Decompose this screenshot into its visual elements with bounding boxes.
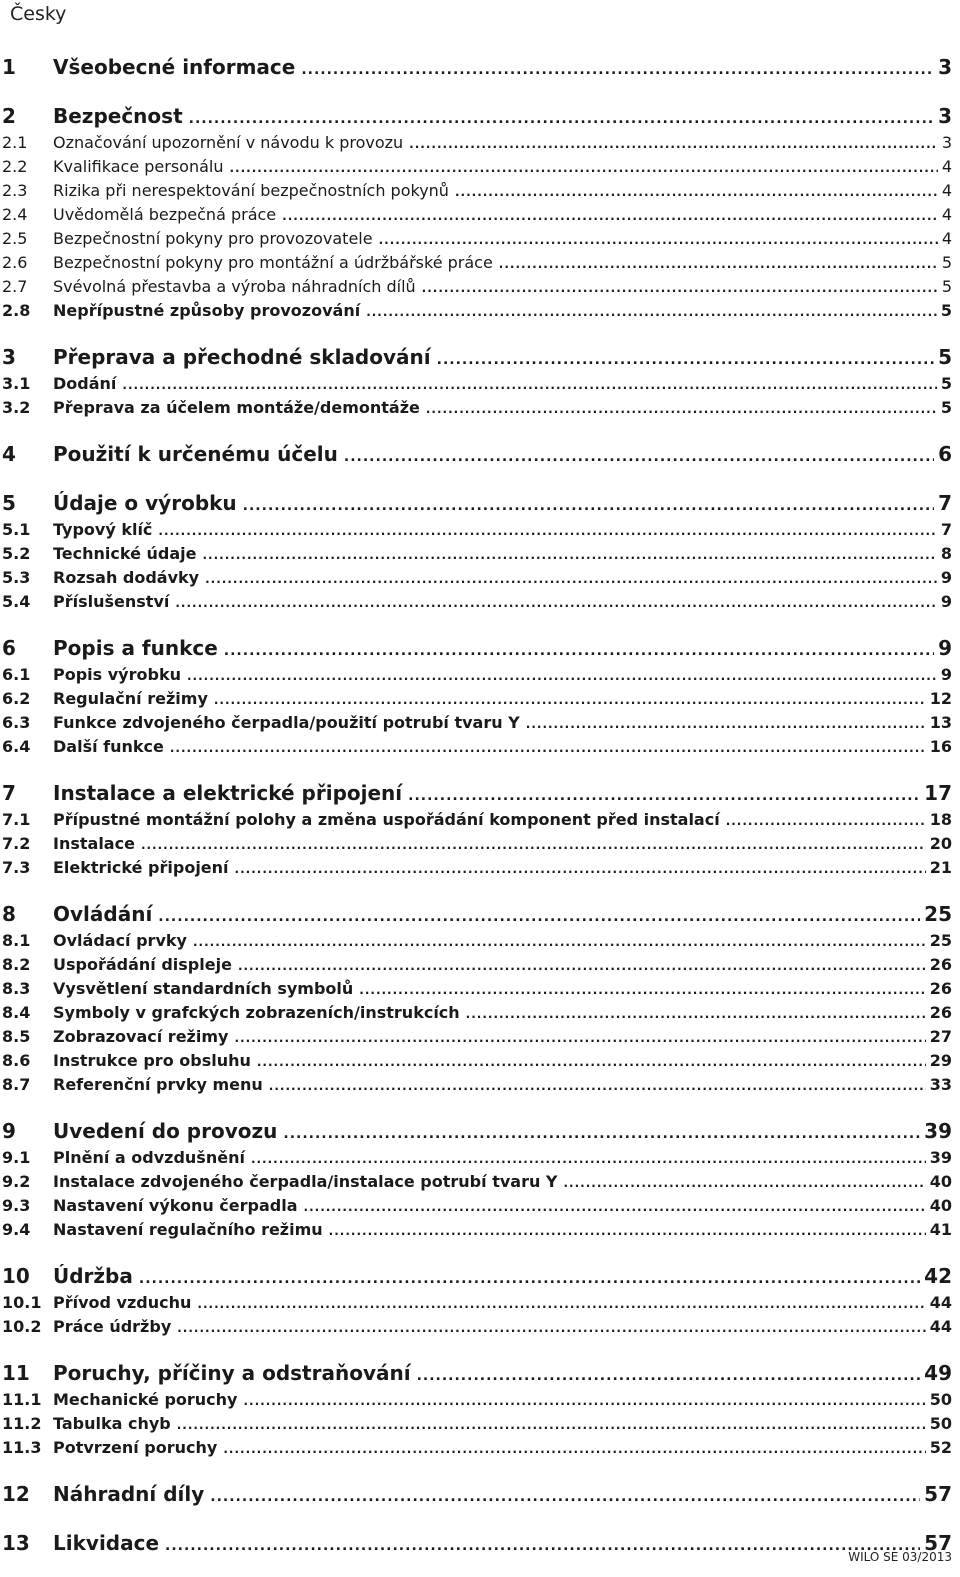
- toc-entry-page: 18: [929, 810, 952, 829]
- toc-subsection[interactable]: [0, 832, 952, 856]
- toc-entry-page: 44: [929, 1293, 952, 1312]
- toc-entry-number: 2.1: [2, 133, 28, 152]
- toc-entry-title: Ovládací prvky: [53, 931, 187, 950]
- toc-subsection[interactable]: [0, 590, 952, 614]
- toc-entry-number: 7.1: [2, 810, 31, 829]
- toc-entry-title: Poruchy, příčiny a odstraňování: [53, 1361, 411, 1385]
- toc-entry-number: 7: [2, 781, 16, 805]
- toc-entry-title: Nastavení výkonu čerpadla: [53, 1196, 298, 1215]
- toc-entry-title: Vysvětlení standardních symbolů: [53, 979, 354, 998]
- toc-chapter[interactable]: [0, 1116, 952, 1146]
- toc-entry-title: Typový klíč: [53, 520, 153, 539]
- toc-entry-page: 33: [929, 1075, 952, 1094]
- toc-section: [0, 101, 952, 323]
- toc-entry-title: Uspořádání displeje: [53, 955, 232, 974]
- dot-leader: [170, 736, 926, 760]
- dot-leader: [344, 442, 934, 472]
- toc-subsection[interactable]: [0, 1025, 952, 1049]
- toc-entry-number: 6.1: [2, 665, 31, 684]
- toc-entry-number: 5: [2, 491, 16, 515]
- toc-entry-title: Další funkce: [53, 737, 164, 756]
- toc-entry-number: 10: [2, 1264, 30, 1288]
- toc-section: [0, 1479, 952, 1509]
- toc-entry-number: 7.2: [2, 834, 31, 853]
- dot-leader: [329, 1219, 926, 1243]
- toc-entry-page: 4: [941, 229, 952, 248]
- toc-entry-page: 9: [940, 592, 952, 611]
- toc-section: [0, 342, 952, 420]
- dot-leader: [251, 1147, 926, 1171]
- toc-entry-title: Dodání: [53, 374, 117, 393]
- toc-entry-title: Použití k určenému účelu: [53, 442, 338, 466]
- toc-subsection[interactable]: [0, 275, 952, 299]
- toc-entry-number: 11: [2, 1361, 30, 1385]
- toc-entry-page: 40: [929, 1172, 952, 1191]
- toc-entry-title: Náhradní díly: [53, 1482, 205, 1506]
- dot-leader: [243, 1389, 925, 1413]
- toc-subsection[interactable]: [0, 566, 952, 590]
- dot-leader: [283, 1119, 920, 1149]
- toc-chapter[interactable]: [0, 1261, 952, 1291]
- toc-entry-number: 6.4: [2, 737, 31, 756]
- dot-leader: [282, 204, 938, 228]
- toc-entry-title: Označování upozornění v návodu k provozu: [53, 133, 404, 152]
- toc-entry-number: 5.3: [2, 568, 31, 587]
- toc-subsection[interactable]: [0, 687, 952, 711]
- toc-entry-page: 13: [929, 713, 952, 732]
- dot-leader: [269, 1074, 926, 1098]
- toc-entry-number: 11.2: [2, 1414, 42, 1433]
- dot-leader: [499, 252, 938, 276]
- toc-subsection[interactable]: [0, 977, 952, 1001]
- toc-entry-number: 5.1: [2, 520, 31, 539]
- toc-entry-number: 9.3: [2, 1196, 31, 1215]
- toc-entry-title: Instalace: [53, 834, 135, 853]
- toc-section: [0, 439, 952, 469]
- toc-subsection[interactable]: [0, 711, 952, 735]
- language-header: Česky: [10, 3, 67, 25]
- toc-entry-number: 10.1: [2, 1293, 42, 1312]
- toc-entry-title: Instalace a elektrické připojení: [53, 781, 403, 805]
- toc-subsection[interactable]: [0, 131, 952, 155]
- toc-chapter[interactable]: [0, 439, 952, 469]
- toc-chapter[interactable]: [0, 488, 952, 518]
- toc-section: [0, 1358, 952, 1460]
- toc-entry-page: 50: [929, 1390, 952, 1409]
- toc-entry-number: 9.2: [2, 1172, 31, 1191]
- toc-subsection[interactable]: [0, 542, 952, 566]
- toc-entry-page: 5: [941, 277, 952, 296]
- toc-entry-title: Kvalifikace personálu: [53, 157, 224, 176]
- dot-leader: [726, 809, 926, 833]
- toc-entry-number: 8: [2, 902, 16, 926]
- dot-leader: [202, 543, 936, 567]
- toc-entry-page: 7: [938, 491, 952, 515]
- toc-entry-title: Tabulka chyb: [53, 1414, 171, 1433]
- toc-entry-page: 25: [924, 902, 952, 926]
- toc-entry-number: 12: [2, 1482, 30, 1506]
- dot-leader: [437, 345, 934, 375]
- toc-subsection[interactable]: [0, 735, 952, 759]
- toc-entry-page: 29: [929, 1051, 952, 1070]
- toc-entry-page: 17: [924, 781, 952, 805]
- toc-entry-page: 7: [940, 520, 952, 539]
- toc-entry-number: 7.3: [2, 858, 31, 877]
- toc-subsection[interactable]: [0, 1049, 952, 1073]
- footer-publisher: WILO SE 03/2013: [848, 1550, 952, 1564]
- toc-entry-number: 2.7: [2, 277, 28, 296]
- toc-entry-title: Práce údržby: [53, 1317, 172, 1336]
- dot-leader: [417, 1361, 921, 1391]
- toc-subsection[interactable]: [0, 1001, 952, 1025]
- toc-chapter[interactable]: [0, 1528, 952, 1558]
- toc-entry-page: 4: [941, 181, 952, 200]
- dot-leader: [197, 1292, 925, 1316]
- toc-entry-page: 25: [929, 931, 952, 950]
- toc-subsection[interactable]: [0, 227, 952, 251]
- dot-leader: [189, 104, 934, 134]
- toc-entry-page: 52: [929, 1438, 952, 1457]
- toc-chapter[interactable]: [0, 342, 952, 372]
- toc-entry-number: 10.2: [2, 1317, 42, 1336]
- toc-subsection[interactable]: [0, 203, 952, 227]
- dot-leader: [466, 1002, 926, 1026]
- dot-leader: [408, 781, 920, 811]
- toc-subsection[interactable]: [0, 808, 952, 832]
- dot-leader: [359, 978, 925, 1002]
- toc-entry-number: 3.1: [2, 374, 31, 393]
- toc-entry-page: 8: [940, 544, 952, 563]
- toc-subsection[interactable]: [0, 663, 952, 687]
- dot-leader: [210, 1482, 920, 1512]
- toc-entry-page: 57: [924, 1482, 952, 1506]
- toc-entry-number: 8.3: [2, 979, 31, 998]
- toc-entry-page: 57: [924, 1531, 952, 1555]
- toc-subsection[interactable]: [0, 396, 952, 420]
- dot-leader: [526, 712, 926, 736]
- toc-entry-title: Bezpečnost: [53, 104, 183, 128]
- dot-leader: [205, 567, 937, 591]
- toc-entry-number: 9.1: [2, 1148, 31, 1167]
- dot-leader: [409, 132, 938, 156]
- toc-chapter[interactable]: [0, 778, 952, 808]
- toc-entry-number: 3.2: [2, 398, 31, 417]
- toc-entry-title: Funkce zdvojeného čerpadla/použití potrubí tvaru Y: [53, 713, 520, 732]
- toc-chapter[interactable]: [0, 1358, 952, 1388]
- dot-leader: [158, 519, 936, 543]
- toc-entry-title: Instrukce pro obsluhu: [53, 1051, 251, 1070]
- dot-leader: [139, 1264, 920, 1294]
- toc-entry-number: 5.4: [2, 592, 31, 611]
- toc-entry-number: 2.4: [2, 205, 28, 224]
- toc-entry-title: Ovládání: [53, 902, 153, 926]
- toc-entry-number: 6: [2, 636, 16, 660]
- toc-entry-title: Přeprava za účelem montáže/demontáže: [53, 398, 420, 417]
- toc-entry-page: 5: [940, 398, 952, 417]
- toc-entry-number: 2.3: [2, 181, 28, 200]
- dot-leader: [455, 180, 938, 204]
- toc-entry-number: 9.4: [2, 1220, 31, 1239]
- toc-entry-title: Referenční prvky menu: [53, 1075, 263, 1094]
- toc-section: [0, 488, 952, 614]
- toc-entry-page: 9: [940, 568, 952, 587]
- toc-entry-title: Zobrazovací režimy: [53, 1027, 229, 1046]
- dot-leader: [175, 591, 937, 615]
- dot-leader: [379, 228, 938, 252]
- toc-entry-title: Nepřípustné způsoby provozování: [53, 301, 361, 320]
- toc-entry-title: Rozsah dodávky: [53, 568, 200, 587]
- toc-entry-number: 2.5: [2, 229, 28, 248]
- toc-entry-page: 42: [924, 1264, 952, 1288]
- dot-leader: [564, 1171, 926, 1195]
- toc-entry-title: Uvedení do provozu: [53, 1119, 278, 1143]
- toc-entry-number: 6.2: [2, 689, 31, 708]
- dot-leader: [243, 491, 934, 521]
- toc-entry-title: Rizika při nerespektování bezpečnostních pokynů: [53, 181, 449, 200]
- toc-entry-title: Technické údaje: [53, 544, 197, 563]
- toc-entry-number: 4: [2, 442, 16, 466]
- toc-entry-title: Údaje o výrobku: [53, 491, 237, 515]
- dot-leader: [223, 1437, 925, 1461]
- toc-entry-title: Přípustné montážní polohy a změna uspořádání komponent před instalací: [53, 810, 720, 829]
- toc-entry-page: 3: [938, 104, 952, 128]
- toc-entry-page: 5: [941, 253, 952, 272]
- toc-entry-page: 50: [929, 1414, 952, 1433]
- toc-section: [0, 633, 952, 759]
- toc-entry-title: Svévolná přestavba a výroba náhradních dílů: [53, 277, 416, 296]
- toc-entry-number: 5.2: [2, 544, 31, 563]
- toc-chapter[interactable]: [0, 633, 952, 663]
- toc-entry-number: 2: [2, 104, 16, 128]
- toc-entry-page: 12: [929, 689, 952, 708]
- toc-section: [0, 52, 952, 82]
- dot-leader: [214, 688, 926, 712]
- toc-entry-page: 44: [929, 1317, 952, 1336]
- toc-entry-title: Plnění a odvzdušnění: [53, 1148, 245, 1167]
- toc-section: [0, 1261, 952, 1339]
- dot-leader: [238, 954, 926, 978]
- dot-leader: [257, 1050, 926, 1074]
- toc-chapter[interactable]: [0, 899, 952, 929]
- dot-leader: [422, 276, 938, 300]
- toc-entry-title: Přívod vzduchu: [53, 1293, 192, 1312]
- toc-entry-page: 21: [929, 858, 952, 877]
- toc-entry-title: Elektrické připojení: [53, 858, 229, 877]
- toc-entry-title: Příslušenství: [53, 592, 170, 611]
- toc-entry-page: 9: [940, 665, 952, 684]
- toc-entry-title: Přeprava a přechodné skladování: [53, 345, 431, 369]
- dot-leader: [158, 902, 920, 932]
- dot-leader: [234, 1026, 925, 1050]
- toc-section: [0, 778, 952, 880]
- toc-entry-number: 8.2: [2, 955, 31, 974]
- toc-entry-title: Symboly v grafckých zobrazeních/instrukcích: [53, 1003, 460, 1022]
- toc-subsection[interactable]: [0, 1412, 952, 1436]
- toc-entry-number: 11.1: [2, 1390, 42, 1409]
- toc-subsection[interactable]: [0, 953, 952, 977]
- toc-entry-title: Mechanické poruchy: [53, 1390, 238, 1409]
- toc-entry-page: 3: [938, 55, 952, 79]
- toc-chapter[interactable]: [0, 52, 952, 82]
- toc-entry-title: Uvědomělá bezpečná práce: [53, 205, 277, 224]
- toc-subsection[interactable]: [0, 1146, 952, 1170]
- toc-subsection[interactable]: [0, 299, 952, 323]
- toc-subsection[interactable]: [0, 155, 952, 179]
- dot-leader: [165, 1531, 920, 1561]
- toc-entry-page: 41: [929, 1220, 952, 1239]
- toc-entry-page: 40: [929, 1196, 952, 1215]
- dot-leader: [426, 397, 937, 421]
- toc-entry-number: 6.3: [2, 713, 31, 732]
- toc-entry-title: Nastavení regulačního režimu: [53, 1220, 323, 1239]
- toc-entry-number: 8.5: [2, 1027, 31, 1046]
- dot-leader: [366, 300, 937, 324]
- toc-entry-number: 8.4: [2, 1003, 31, 1022]
- toc-section: [0, 1116, 952, 1242]
- toc-entry-page: 39: [924, 1119, 952, 1143]
- toc-entry-number: 2.8: [2, 301, 31, 320]
- toc-entry-title: Regulační režimy: [53, 689, 208, 708]
- dot-leader: [141, 833, 926, 857]
- dot-leader: [177, 1316, 925, 1340]
- toc-entry-number: 11.3: [2, 1438, 42, 1457]
- toc-chapter[interactable]: [0, 1479, 952, 1509]
- toc-entry-page: 5: [940, 374, 952, 393]
- toc-entry-page: 26: [929, 1003, 952, 1022]
- toc-entry-page: 4: [941, 205, 952, 224]
- toc-entry-title: Údržba: [53, 1264, 133, 1288]
- toc-entry-page: 6: [938, 442, 952, 466]
- toc-entry-number: 8.1: [2, 931, 31, 950]
- toc-entry-page: 5: [938, 345, 952, 369]
- toc-entry-number: 9: [2, 1119, 16, 1143]
- toc-entry-page: 3: [941, 133, 952, 152]
- toc-entry-page: 26: [929, 979, 952, 998]
- toc-subsection[interactable]: [0, 1388, 952, 1412]
- toc-subsection[interactable]: [0, 856, 952, 880]
- toc-subsection[interactable]: [0, 372, 952, 396]
- toc-entry-number: 2.2: [2, 157, 28, 176]
- dot-leader: [224, 636, 934, 666]
- toc-chapter[interactable]: [0, 101, 952, 131]
- dot-leader: [235, 857, 926, 881]
- toc-subsection[interactable]: [0, 1436, 952, 1460]
- toc-entry-title: Bezpečnostní pokyny pro provozovatele: [53, 229, 373, 248]
- toc-entry-title: Likvidace: [53, 1531, 160, 1555]
- toc-entry-number: 1: [2, 55, 16, 79]
- toc-subsection[interactable]: [0, 251, 952, 275]
- dot-leader: [301, 55, 934, 85]
- toc-entry-page: 27: [929, 1027, 952, 1046]
- toc-subsection[interactable]: [0, 1218, 952, 1242]
- dot-leader: [229, 156, 937, 180]
- table-of-contents: [0, 52, 952, 1577]
- toc-entry-number: 2.6: [2, 253, 28, 272]
- toc-entry-title: Potvrzení poruchy: [53, 1438, 218, 1457]
- dot-leader: [187, 664, 937, 688]
- toc-section: [0, 1528, 952, 1558]
- toc-entry-title: Instalace zdvojeného čerpadla/instalace potrubí tvaru Y: [53, 1172, 558, 1191]
- toc-entry-number: 13: [2, 1531, 30, 1555]
- toc-entry-page: 5: [940, 301, 952, 320]
- toc-subsection[interactable]: [0, 1315, 952, 1339]
- toc-section: [0, 899, 952, 1097]
- toc-entry-page: 49: [924, 1361, 952, 1385]
- dot-leader: [193, 930, 926, 954]
- toc-entry-title: Popis a funkce: [53, 636, 218, 660]
- toc-subsection[interactable]: [0, 518, 952, 542]
- toc-entry-title: Bezpečnostní pokyny pro montážní a údržbářské práce: [53, 253, 493, 272]
- toc-subsection[interactable]: [0, 1291, 952, 1315]
- toc-entry-page: 20: [929, 834, 952, 853]
- dot-leader: [304, 1195, 926, 1219]
- toc-subsection[interactable]: [0, 929, 952, 953]
- toc-entry-page: 4: [941, 157, 952, 176]
- toc-entry-page: 16: [929, 737, 952, 756]
- toc-entry-title: Všeobecné informace: [53, 55, 296, 79]
- toc-entry-page: 26: [929, 955, 952, 974]
- toc-entry-number: 3: [2, 345, 16, 369]
- toc-subsection[interactable]: [0, 179, 952, 203]
- toc-subsection[interactable]: [0, 1194, 952, 1218]
- toc-entry-title: Popis výrobku: [53, 665, 181, 684]
- toc-entry-number: 8.7: [2, 1075, 31, 1094]
- toc-entry-page: 9: [938, 636, 952, 660]
- toc-subsection[interactable]: [0, 1073, 952, 1097]
- toc-entry-number: 8.6: [2, 1051, 31, 1070]
- toc-entry-page: 39: [929, 1148, 952, 1167]
- toc-subsection[interactable]: [0, 1170, 952, 1194]
- dot-leader: [122, 373, 936, 397]
- dot-leader: [177, 1413, 926, 1437]
